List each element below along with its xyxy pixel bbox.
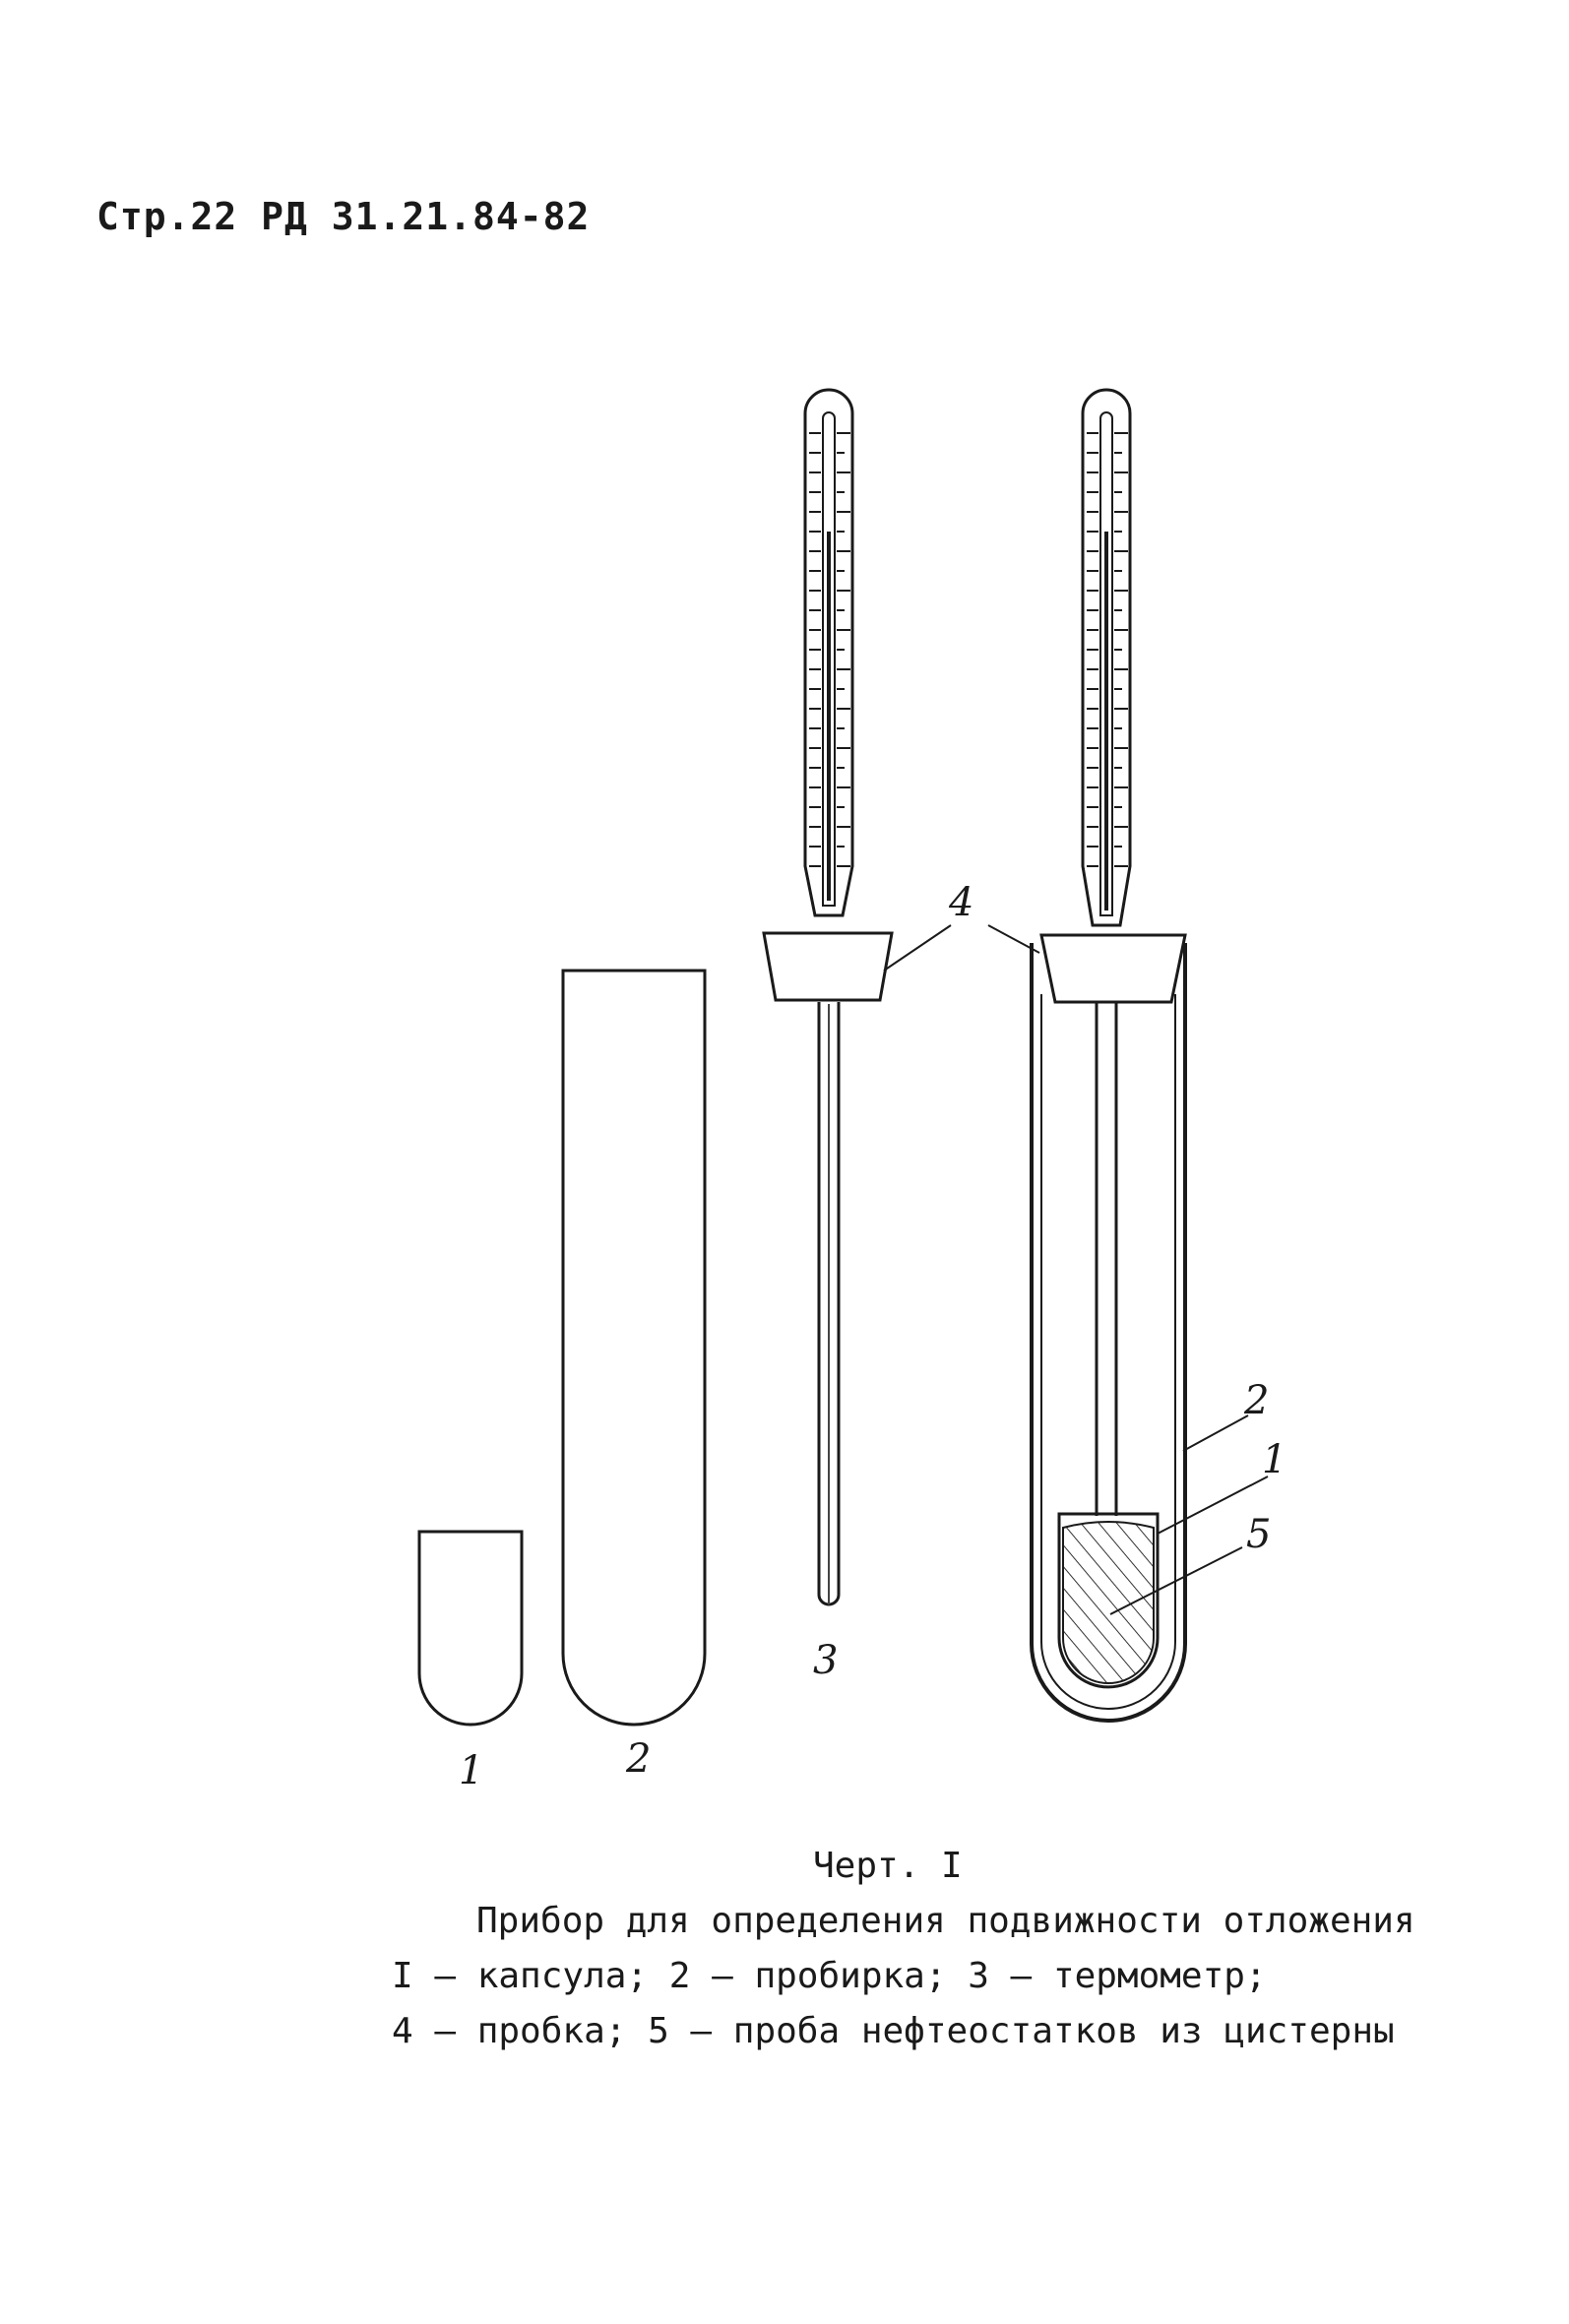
capsule-shape <box>419 1532 522 1725</box>
legend-line-2: 4 – пробка; 5 – проба нефтеостатков из цистерны <box>392 2011 1395 2051</box>
legend-line-1: I – капсула; 2 – пробирка; 3 – термометр; <box>392 1956 1267 1996</box>
assembled-apparatus <box>1032 390 1185 1721</box>
figure-description: Прибор для определения подвижности отложения <box>476 1901 1415 1941</box>
thermometer-shape <box>805 390 852 915</box>
stopper-shape <box>764 933 892 1000</box>
label-assembly-sample: 5 <box>1246 1512 1272 1557</box>
label-capsule: 1 <box>459 1748 484 1793</box>
page-reference: Стр.22 РД 31.21.84-82 <box>96 195 591 238</box>
thermometer-stem <box>819 1002 839 1604</box>
test-tube-shape <box>563 971 705 1725</box>
label-assembly-tube: 2 <box>1244 1378 1270 1423</box>
label-test-tube: 2 <box>626 1736 652 1782</box>
figure-title: Черт. I <box>813 1846 963 1886</box>
label-assembly-capsule: 1 <box>1262 1437 1287 1482</box>
label-stopper: 4 <box>949 880 974 925</box>
label-thermometer: 3 <box>813 1638 839 1683</box>
